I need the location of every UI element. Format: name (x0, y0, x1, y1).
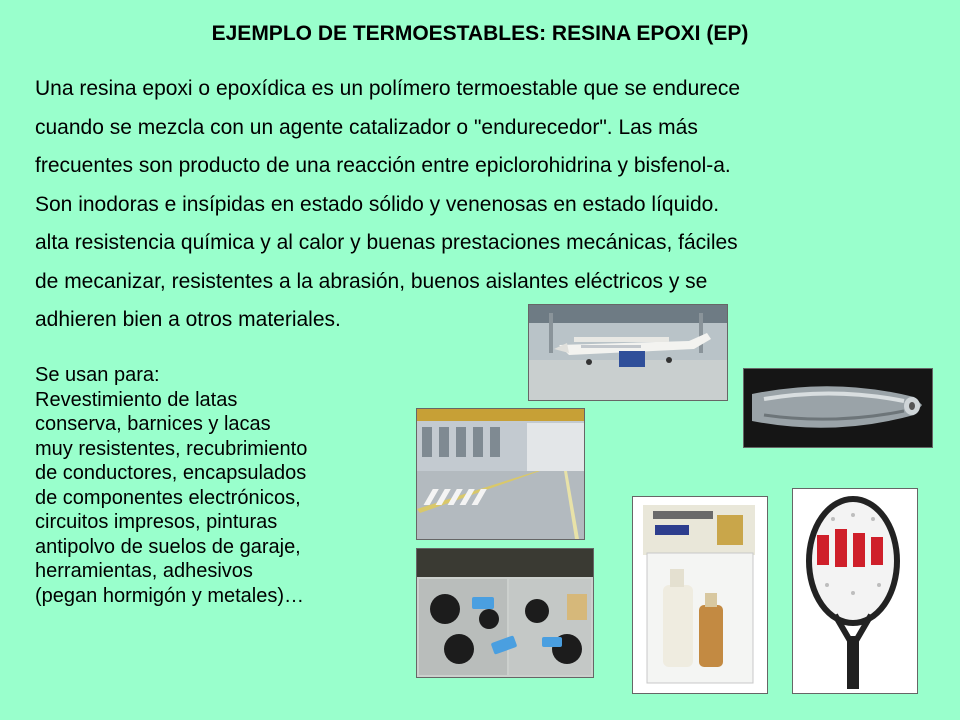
uses-line: muy resistentes, recubrimiento (35, 437, 308, 460)
uses-line: circuitos impresos, pinturas (35, 511, 278, 533)
moulds-photo (416, 548, 594, 678)
intro-line: alta resistencia química y al calor y buenas prestaciones mecánicas, fáciles (35, 231, 738, 254)
slide-title: EJEMPLO DE TERMOESTABLES: RESINA EPOXI (EP) (211, 22, 749, 45)
resin-kit-photo (632, 496, 768, 694)
uses-line: Se usan para: (35, 364, 160, 386)
intro-line: Son inodoras e insípidas en estado sólido y venenosas en estado líquido. (35, 192, 720, 216)
intro-line: cuando se mezcla con un agente catalizador o "endurecedor". Las más (35, 115, 698, 139)
uses-line: de componentes electrónicos, (35, 486, 301, 509)
garage-floor-photo (416, 408, 585, 540)
intro-line: adhieren bien a otros materiales. (35, 308, 341, 331)
uses-line: conserva, barnices y lacas (35, 413, 271, 435)
nose-cone-photo (743, 368, 933, 448)
padel-racket-photo (792, 488, 918, 694)
intro-line: frecuentes son producto de una reacción entre epiclorohidrina y bisfenol-a. (35, 154, 731, 177)
uses-line: (pegan hormigón y metales)… (35, 584, 305, 607)
aircraft-photo (528, 304, 728, 401)
uses-line: Revestimiento de latas (35, 388, 238, 411)
intro-line: Una resina epoxi o epoxídica es un polímero termoestable que se endurece (35, 77, 741, 100)
intro-paragraph (35, 70, 940, 340)
uses-line: herramientas, adhesivos (35, 560, 253, 582)
intro-line: de mecanizar, resistentes a la abrasión, buenos aislantes eléctricos y se (35, 269, 708, 293)
uses-line: de conductores, encapsulados (35, 462, 307, 484)
uses-list (35, 363, 410, 608)
uses-line: antipolvo de suelos de garaje, (35, 535, 301, 558)
